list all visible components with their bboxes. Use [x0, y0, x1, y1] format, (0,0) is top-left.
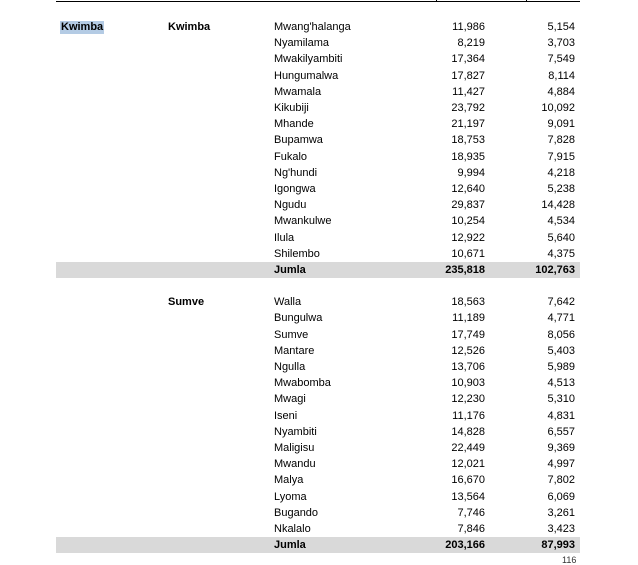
ward-name: Walla	[274, 296, 302, 309]
value-col-1: 14,828	[451, 425, 485, 438]
ward-name: Mwagi	[274, 393, 306, 406]
ward-name: Malya	[274, 474, 304, 487]
value-col-1: 10,903	[451, 377, 485, 390]
table-row	[56, 246, 580, 262]
value-col-2: 10,092	[541, 102, 575, 114]
ward-name: Mhande	[274, 118, 314, 131]
value-col-2: 87,993	[541, 539, 575, 552]
value-col-1: 12,230	[451, 393, 485, 406]
table-row	[56, 408, 580, 424]
table-row	[56, 521, 580, 537]
ward-name: Ng'hundi	[274, 166, 318, 179]
value-col-2: 3,703	[547, 37, 575, 50]
district-name[interactable]: Kwimba	[61, 21, 104, 33]
value-col-2: 3,261	[547, 506, 575, 519]
value-col-2: 7,915	[547, 150, 575, 163]
value-col-2: 5,403	[547, 344, 575, 357]
value-col-2: 6,557	[547, 425, 575, 438]
ward-name: Lyoma	[274, 490, 307, 503]
table-row	[56, 68, 580, 84]
ward-name: Fukalo	[274, 150, 308, 163]
value-col-2: 5,154	[547, 21, 575, 33]
ward-name: Iseni	[274, 409, 298, 422]
value-col-2: 8,114	[548, 69, 575, 82]
value-col-1: 11,189	[452, 312, 485, 325]
value-col-1: 18,935	[451, 150, 485, 163]
column-divider-tick	[526, 0, 527, 2]
value-col-1: 12,021	[451, 458, 485, 471]
ward-name: Mwamala	[274, 85, 322, 98]
value-col-1: 9,994	[457, 166, 485, 179]
table-row	[56, 84, 580, 100]
value-col-2: 4,771	[547, 312, 575, 325]
column-divider-tick	[436, 0, 437, 2]
value-col-1: 22,449	[451, 442, 485, 454]
table-row	[56, 440, 580, 456]
value-col-1: 12,640	[451, 183, 485, 195]
value-col-2: 14,428	[541, 199, 575, 212]
table-row	[56, 181, 580, 197]
ward-name: Mwandu	[274, 458, 316, 471]
ward-name: Bungulwa	[274, 312, 323, 325]
total-label: Jumla	[274, 539, 306, 552]
table-row	[56, 391, 580, 407]
value-col-2: 4,534	[547, 215, 575, 228]
value-col-1: 17,827	[451, 69, 485, 82]
table-top-rule	[56, 1, 580, 2]
value-col-2: 4,375	[547, 247, 575, 260]
value-col-2: 7,549	[547, 53, 575, 66]
value-col-2: 5,310	[547, 393, 575, 406]
table-row	[56, 149, 580, 165]
table-row	[56, 424, 580, 440]
table-row	[56, 230, 580, 246]
value-col-1: 12,922	[451, 231, 485, 244]
value-col-2: 4,513	[547, 377, 575, 390]
table-row	[56, 19, 580, 35]
ward-name: Ngulla	[274, 361, 306, 373]
value-col-2: 4,884	[547, 85, 575, 98]
ward-name: Ilula	[274, 231, 295, 244]
total-row	[56, 537, 580, 553]
division-name: Sumve	[168, 296, 205, 309]
value-col-2: 8,056	[547, 328, 575, 341]
table-row	[56, 505, 580, 521]
table-row	[56, 343, 580, 359]
value-col-2: 7,642	[547, 296, 575, 309]
value-col-2: 9,369	[547, 442, 575, 454]
value-col-1: 21,197	[451, 118, 485, 131]
value-col-2: 5,238	[547, 183, 575, 195]
value-col-1: 12,526	[451, 344, 485, 357]
value-col-1: 8,219	[457, 37, 485, 50]
table-row	[56, 132, 580, 148]
value-col-2: 4,997	[547, 458, 575, 471]
ward-name: Kikubiji	[274, 102, 309, 114]
ward-name: Nyamilama	[274, 37, 330, 50]
table-row	[56, 51, 580, 67]
value-col-1: 23,792	[451, 102, 485, 114]
ward-name: Hungumalwa	[274, 69, 339, 82]
value-col-2: 4,831	[547, 409, 575, 422]
value-col-1: 7,746	[457, 506, 485, 519]
value-col-2: 6,069	[547, 490, 575, 503]
value-col-2: 5,640	[547, 231, 575, 244]
value-col-1: 18,753	[451, 134, 485, 147]
value-col-2: 4,218	[547, 166, 575, 179]
table-row	[56, 294, 580, 310]
value-col-1: 11,986	[452, 21, 485, 33]
table-row	[56, 35, 580, 51]
table-row	[56, 359, 580, 375]
value-col-2: 7,802	[547, 474, 575, 487]
value-col-2: 5,989	[547, 361, 575, 373]
value-col-1: 16,670	[451, 474, 485, 487]
ward-name: Mwakilyambiti	[274, 53, 343, 66]
table-row	[56, 100, 580, 116]
ward-name: Sumve	[274, 328, 309, 341]
value-col-1: 17,749	[451, 328, 485, 341]
ward-name: Nkalalo	[274, 523, 311, 535]
value-col-1: 203,166	[445, 539, 485, 552]
ward-name: Bugando	[274, 506, 319, 519]
table-row	[56, 197, 580, 213]
table-row	[56, 375, 580, 391]
value-col-1: 11,427	[452, 85, 485, 98]
page-number: 116	[562, 555, 577, 565]
table-row	[56, 116, 580, 132]
value-col-2: 3,423	[547, 523, 575, 535]
table-row	[56, 456, 580, 472]
value-col-1: 18,563	[451, 296, 485, 309]
value-col-2: 9,091	[547, 118, 575, 131]
table-row	[56, 310, 580, 326]
value-col-1: 29,837	[451, 199, 485, 212]
value-col-2: 102,763	[535, 264, 575, 276]
total-row	[56, 262, 580, 278]
table-row	[56, 165, 580, 181]
total-label: Jumla	[274, 264, 306, 276]
ward-name: Mantare	[274, 344, 315, 357]
value-col-1: 11,176	[452, 409, 485, 422]
ward-name: Mwabomba	[274, 377, 331, 390]
table-row	[56, 327, 580, 343]
value-col-1: 235,818	[445, 264, 485, 276]
ward-name: Igongwa	[274, 183, 316, 195]
ward-name: Mwankulwe	[274, 215, 332, 228]
value-col-1: 13,564	[451, 490, 485, 503]
value-col-1: 10,254	[451, 215, 485, 228]
value-col-1: 17,364	[451, 53, 485, 66]
ward-name: Shilembo	[274, 247, 320, 260]
table-row	[56, 472, 580, 488]
ward-name: Mwang'halanga	[274, 21, 351, 33]
table-row	[56, 213, 580, 229]
ward-name: Bupamwa	[274, 134, 323, 147]
value-col-1: 7,846	[457, 523, 485, 535]
division-name: Kwimba	[168, 21, 211, 33]
value-col-1: 10,671	[451, 247, 485, 260]
value-col-1: 13,706	[451, 361, 485, 373]
ward-name: Nyambiti	[274, 425, 317, 438]
ward-name: Maligisu	[274, 442, 315, 454]
ward-name: Ngudu	[274, 199, 307, 212]
table-row	[56, 489, 580, 505]
value-col-2: 7,828	[547, 134, 575, 147]
